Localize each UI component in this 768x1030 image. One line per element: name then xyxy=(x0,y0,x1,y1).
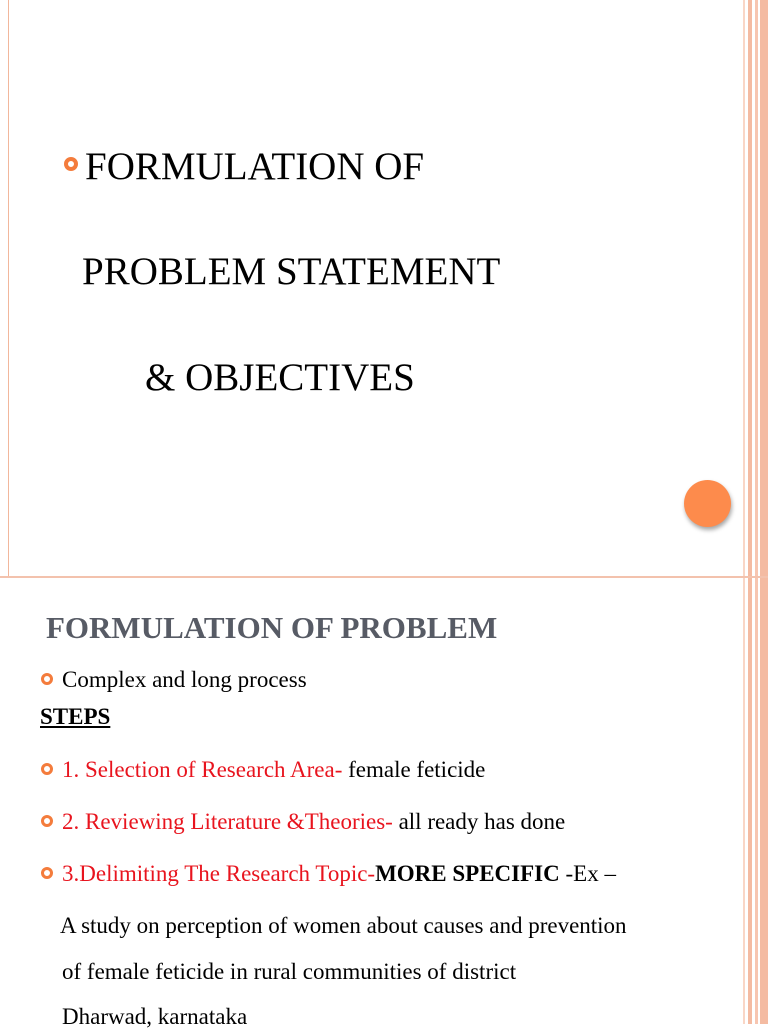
bullet-ring-icon xyxy=(41,763,53,775)
step-2 xyxy=(62,809,565,835)
left-border-line xyxy=(8,0,9,576)
step-2-label: Reviewing Literature &Theories- xyxy=(85,809,393,834)
slide-heading: FORMULATION OF PROBLEM xyxy=(46,610,498,645)
step-3-emphasis: MORE SPECIFIC xyxy=(375,861,560,886)
right-stripes xyxy=(738,578,768,1024)
bullet-text: Complex and long process xyxy=(62,667,307,692)
step-1-label: 1. Selection of Research Area- xyxy=(62,757,343,782)
decorative-dot-icon xyxy=(684,480,731,527)
example-line-3: Dharwad, karnataka xyxy=(62,1004,248,1029)
step-2-prefix: 2. xyxy=(62,809,85,834)
bullet-ring-icon xyxy=(41,673,53,685)
step-3-label: 3.Delimiting The Research Topic- xyxy=(62,861,376,886)
bullet-ring-icon xyxy=(41,815,53,827)
bullet-ring-icon xyxy=(64,157,78,171)
step-2-detail: all ready has done xyxy=(392,809,566,834)
step-3-detail: -Ex – xyxy=(559,861,616,886)
step-3 xyxy=(62,861,616,887)
right-stripes xyxy=(738,0,768,576)
title-line-1: FORMULATION OF xyxy=(85,145,425,188)
example-line-2: of female feticide in rural communities of district xyxy=(62,959,517,984)
steps-label: STEPS xyxy=(40,704,111,729)
example-line-1: A study on perception of women about causes and prevention xyxy=(60,913,627,938)
title-line-2: PROBLEM STATEMENT xyxy=(82,250,501,293)
step-1 xyxy=(62,757,485,783)
title-line-3: & OBJECTIVES xyxy=(145,356,415,399)
step-1-detail: female feticide xyxy=(342,757,486,782)
bullet-ring-icon xyxy=(41,867,53,879)
